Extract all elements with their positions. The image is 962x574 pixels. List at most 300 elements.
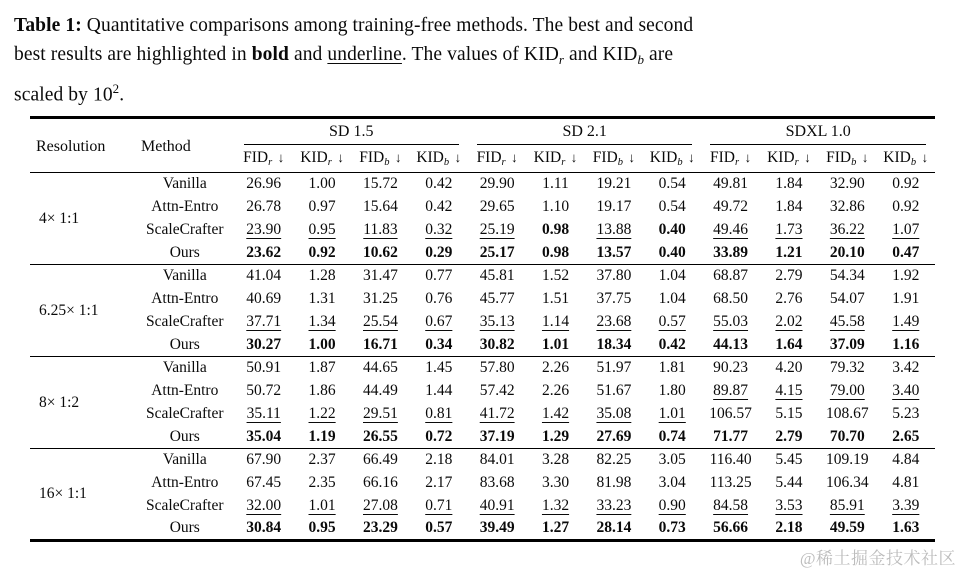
value-cell: 79.00 xyxy=(829,382,865,399)
value-cell: 2.76 xyxy=(775,290,803,307)
value-cell: 5.45 xyxy=(775,451,803,469)
group-header-label: SD 2.1 xyxy=(477,123,692,145)
metric-label xyxy=(416,149,462,169)
value-cell: 57.80 xyxy=(479,359,515,377)
value-cell: 0.72 xyxy=(425,427,453,445)
value-cell: 0.29 xyxy=(425,243,453,261)
header-row-groups xyxy=(30,118,935,146)
value-cell: 13.57 xyxy=(596,243,632,261)
metric-header xyxy=(760,146,818,173)
metric-subscript: b xyxy=(443,157,450,169)
value-cell: 3.42 xyxy=(892,359,920,377)
value-cell: 0.42 xyxy=(425,198,453,215)
value-cell: 1.01 xyxy=(658,405,686,422)
value-cell: 2.35 xyxy=(308,474,336,491)
table-header xyxy=(30,118,935,173)
metric-label xyxy=(359,149,402,169)
value-cell: 1.00 xyxy=(308,175,336,193)
value-cell: 0.92 xyxy=(892,175,920,193)
method-cell: ScaleCrafter xyxy=(146,221,224,238)
value-cell: 3.39 xyxy=(892,497,920,514)
down-arrow-icon: ↓ xyxy=(800,150,811,166)
metric-subscript: b xyxy=(677,157,683,169)
value-cell: 37.80 xyxy=(596,267,632,285)
value-cell: 1.73 xyxy=(775,221,803,238)
value-cell: 0.42 xyxy=(658,335,686,353)
value-cell: 41.72 xyxy=(479,405,515,422)
value-cell: 45.58 xyxy=(829,313,865,330)
resolution-block-3 xyxy=(30,449,935,541)
value-cell: 4.84 xyxy=(892,451,920,469)
metric-label xyxy=(826,149,869,169)
value-cell: 0.77 xyxy=(425,267,453,285)
value-cell: 3.40 xyxy=(892,382,920,399)
value-cell: 0.73 xyxy=(658,519,686,537)
value-cell: 0.67 xyxy=(425,313,453,330)
value-cell: 1.44 xyxy=(425,382,453,399)
value-cell: 44.13 xyxy=(713,335,749,353)
value-cell: 106.57 xyxy=(709,405,752,422)
caption-kid-sub-r: r xyxy=(558,52,565,67)
method-cell: Ours xyxy=(169,519,200,537)
metric-name: FID xyxy=(710,149,735,167)
value-cell: 113.25 xyxy=(709,474,752,491)
caption-superscript: 2 xyxy=(112,81,120,96)
metric-header xyxy=(410,146,468,173)
value-cell: 3.30 xyxy=(541,474,570,491)
value-cell: 0.92 xyxy=(308,243,336,261)
value-cell: 44.49 xyxy=(363,382,398,399)
down-arrow-icon: ↓ xyxy=(507,150,518,166)
value-cell: 29.51 xyxy=(363,405,398,422)
value-cell: 26.96 xyxy=(246,175,282,193)
value-cell: 1.34 xyxy=(308,313,336,330)
table-row xyxy=(30,380,935,403)
resolution-cell: 6.25× 1:1 xyxy=(39,301,99,319)
table-row xyxy=(30,426,935,449)
value-cell: 67.90 xyxy=(246,451,282,469)
down-arrow-icon: ↓ xyxy=(333,150,344,166)
value-cell: 26.78 xyxy=(246,198,282,215)
value-cell: 20.10 xyxy=(829,243,865,261)
metric-name: KID xyxy=(649,149,678,167)
value-cell: 45.77 xyxy=(479,290,515,307)
value-cell: 18.34 xyxy=(596,335,632,353)
value-cell: 0.32 xyxy=(425,221,453,238)
method-cell: Attn-Entro xyxy=(151,474,219,491)
resolution-block-1 xyxy=(30,265,935,357)
caption-text-3b: . xyxy=(119,84,125,106)
value-cell: 1.86 xyxy=(308,382,336,399)
value-cell: 1.27 xyxy=(541,519,570,537)
value-cell: 2.26 xyxy=(541,382,570,399)
value-cell: 89.87 xyxy=(713,382,749,399)
value-cell: 29.65 xyxy=(479,198,515,215)
value-cell: 32.00 xyxy=(246,497,282,514)
value-cell: 51.67 xyxy=(596,382,632,399)
value-cell: 108.67 xyxy=(826,405,869,422)
value-cell: 54.07 xyxy=(829,290,865,307)
value-cell: 25.54 xyxy=(363,313,398,330)
metric-subscript: r xyxy=(268,157,273,169)
value-cell: 1.01 xyxy=(541,335,570,353)
value-cell: 84.58 xyxy=(713,497,749,514)
value-cell: 106.34 xyxy=(826,474,869,491)
table-row xyxy=(30,265,935,288)
value-cell: 3.05 xyxy=(658,451,686,469)
metric-subscript: r xyxy=(501,157,506,169)
metric-label xyxy=(533,149,578,169)
value-cell: 66.49 xyxy=(363,451,398,469)
value-cell: 0.54 xyxy=(658,175,686,193)
value-cell: 0.42 xyxy=(425,175,453,193)
method-cell: Ours xyxy=(169,243,200,261)
value-cell: 0.81 xyxy=(425,405,453,422)
metric-header xyxy=(643,146,701,173)
value-cell: 66.16 xyxy=(363,474,398,491)
value-cell: 5.23 xyxy=(892,405,920,422)
value-cell: 0.90 xyxy=(658,497,686,514)
value-cell: 49.46 xyxy=(713,221,749,238)
value-cell: 23.62 xyxy=(246,243,282,261)
value-cell: 4.20 xyxy=(775,359,803,377)
value-cell: 54.34 xyxy=(829,267,865,285)
value-cell: 1.52 xyxy=(541,267,570,285)
value-cell: 57.42 xyxy=(479,382,515,399)
method-cell: Attn-Entro xyxy=(151,198,219,215)
method-cell: Attn-Entro xyxy=(151,382,219,399)
value-cell: 2.02 xyxy=(775,313,803,330)
value-cell: 31.25 xyxy=(363,290,398,307)
value-cell: 1.51 xyxy=(541,290,570,307)
method-cell: Vanilla xyxy=(162,451,207,469)
value-cell: 2.17 xyxy=(425,474,453,491)
metric-header xyxy=(818,146,876,173)
value-cell: 31.47 xyxy=(363,267,398,285)
caption-bold-word: bold xyxy=(251,44,289,65)
metric-name: KID xyxy=(300,149,328,167)
value-cell: 37.19 xyxy=(479,427,515,445)
value-cell: 35.11 xyxy=(246,405,281,422)
value-cell: 1.22 xyxy=(308,405,336,422)
value-cell: 44.65 xyxy=(363,359,398,377)
caption-text-2e: are xyxy=(644,44,674,65)
metric-subscript: r xyxy=(734,157,740,169)
value-cell: 23.29 xyxy=(363,519,398,537)
value-cell: 23.68 xyxy=(596,313,632,330)
value-cell: 68.87 xyxy=(713,267,749,285)
metric-name: FID xyxy=(359,149,385,167)
value-cell: 0.57 xyxy=(658,313,686,330)
metric-label xyxy=(649,149,695,169)
value-cell: 33.89 xyxy=(713,243,749,261)
metric-subscript: r xyxy=(561,157,566,169)
value-cell: 55.03 xyxy=(713,313,749,330)
metric-name: KID xyxy=(767,149,795,167)
value-cell: 1.00 xyxy=(308,335,336,353)
group-header-sd-1-5 xyxy=(235,118,468,146)
value-cell: 0.95 xyxy=(308,519,336,537)
value-cell: 0.40 xyxy=(658,243,686,261)
value-cell: 1.04 xyxy=(658,290,686,307)
value-cell: 0.74 xyxy=(658,427,686,445)
method-cell: Vanilla xyxy=(162,359,207,377)
value-cell: 2.79 xyxy=(775,427,803,445)
value-cell: 30.84 xyxy=(246,519,282,537)
value-cell: 1.80 xyxy=(658,382,686,399)
value-cell: 49.59 xyxy=(829,519,865,537)
value-cell: 68.50 xyxy=(713,290,749,307)
metric-header xyxy=(585,146,643,173)
value-cell: 50.91 xyxy=(246,359,282,377)
value-cell: 5.15 xyxy=(775,405,803,422)
metric-name: FID xyxy=(476,149,502,167)
down-arrow-icon: ↓ xyxy=(918,150,929,166)
value-cell: 15.72 xyxy=(363,175,398,193)
method-cell: Attn-Entro xyxy=(151,290,219,307)
table-caption xyxy=(14,11,954,110)
caption-underline-word: underline xyxy=(327,44,402,65)
value-cell: 0.95 xyxy=(308,221,336,238)
value-cell: 3.53 xyxy=(775,497,803,514)
value-cell: 0.71 xyxy=(425,497,453,514)
value-cell: 116.40 xyxy=(709,451,752,469)
value-cell: 0.57 xyxy=(425,519,453,537)
down-arrow-icon: ↓ xyxy=(741,150,752,166)
caption-text-2b: and xyxy=(288,44,328,65)
metric-label xyxy=(300,149,344,169)
metric-name: KID xyxy=(883,149,911,167)
value-cell: 49.72 xyxy=(713,198,749,215)
caption-line-2 xyxy=(14,40,954,74)
table-row xyxy=(30,403,935,426)
value-cell: 2.37 xyxy=(308,451,336,469)
value-cell: 85.91 xyxy=(829,497,865,514)
metric-header xyxy=(701,146,759,173)
value-cell: 41.04 xyxy=(246,267,282,285)
column-header-resolution: Resolution xyxy=(30,118,135,173)
value-cell: 27.08 xyxy=(363,497,398,514)
value-cell: 0.34 xyxy=(425,335,453,353)
value-cell: 49.81 xyxy=(713,175,749,193)
metric-subscript: b xyxy=(851,157,857,169)
value-cell: 19.21 xyxy=(596,175,632,193)
table-row xyxy=(30,472,935,495)
resolution-cell: 4× 1:1 xyxy=(39,209,80,227)
metric-name: KID xyxy=(416,149,444,167)
table-row xyxy=(30,196,935,219)
metric-header xyxy=(235,146,293,173)
resolution-block-0 xyxy=(30,173,935,265)
value-cell: 30.82 xyxy=(479,335,515,353)
value-cell: 1.10 xyxy=(541,198,570,215)
method-cell: ScaleCrafter xyxy=(146,497,224,514)
value-cell: 37.09 xyxy=(829,335,865,353)
table-row xyxy=(30,288,935,311)
results-table-container xyxy=(30,116,935,542)
table-row xyxy=(30,334,935,357)
method-cell: ScaleCrafter xyxy=(146,313,224,330)
value-cell: 37.75 xyxy=(596,290,632,307)
value-cell: 0.54 xyxy=(658,198,686,215)
value-cell: 1.45 xyxy=(425,359,453,377)
value-cell: 0.92 xyxy=(892,198,920,215)
value-cell: 56.66 xyxy=(713,519,749,537)
metric-label xyxy=(592,149,636,169)
value-cell: 2.79 xyxy=(775,267,803,285)
value-cell: 1.14 xyxy=(541,313,570,330)
value-cell: 1.11 xyxy=(542,175,569,193)
value-cell: 81.98 xyxy=(596,474,632,491)
metric-header xyxy=(877,146,936,173)
value-cell: 19.17 xyxy=(596,198,632,215)
value-cell: 51.97 xyxy=(596,359,632,377)
value-cell: 2.65 xyxy=(892,427,920,445)
caption-line-1 xyxy=(14,11,954,40)
value-cell: 1.01 xyxy=(308,497,336,514)
metric-name: KID xyxy=(533,149,562,167)
group-header-label: SD 1.5 xyxy=(244,123,459,145)
value-cell: 30.27 xyxy=(246,335,282,353)
resolution-cell: 8× 1:2 xyxy=(39,393,80,411)
value-cell: 1.92 xyxy=(892,267,920,285)
table-row xyxy=(30,173,935,196)
table-row xyxy=(30,219,935,242)
table-row xyxy=(30,242,935,265)
value-cell: 83.68 xyxy=(479,474,515,491)
resolution-cell: 16× 1:1 xyxy=(39,485,87,502)
value-cell: 35.04 xyxy=(246,427,282,445)
value-cell: 4.15 xyxy=(775,382,803,399)
value-cell: 1.29 xyxy=(541,427,570,445)
value-cell: 50.72 xyxy=(246,382,282,399)
value-cell: 1.42 xyxy=(541,405,570,422)
group-header-sd-2-1 xyxy=(468,118,701,146)
metric-label xyxy=(767,149,811,169)
value-cell: 71.77 xyxy=(713,427,749,445)
table-row xyxy=(30,449,935,472)
method-cell: ScaleCrafter xyxy=(146,405,224,422)
value-cell: 1.63 xyxy=(892,519,920,537)
value-cell: 1.84 xyxy=(775,198,803,215)
caption-text-1: Quantitative comparisons among training-free methods. The best and second xyxy=(81,15,694,36)
value-cell: 45.81 xyxy=(479,267,515,285)
value-cell: 39.49 xyxy=(479,519,515,537)
metric-header xyxy=(468,146,526,173)
caption-line-3 xyxy=(14,74,954,110)
caption-kid-sub-b: b xyxy=(637,52,645,67)
value-cell: 15.64 xyxy=(363,198,398,215)
value-cell: 10.62 xyxy=(363,243,398,261)
value-cell: 13.88 xyxy=(596,221,632,238)
table-row xyxy=(30,311,935,334)
resolution-block-2 xyxy=(30,357,935,449)
value-cell: 26.55 xyxy=(363,427,398,445)
caption-text-2a: best results are highlighted in xyxy=(14,44,252,65)
metric-label xyxy=(476,149,518,169)
watermark: @稀土掘金技术社区 xyxy=(799,549,956,568)
value-cell: 109.19 xyxy=(826,451,869,469)
metric-label xyxy=(710,149,752,169)
value-cell: 1.87 xyxy=(308,359,336,377)
value-cell: 32.90 xyxy=(829,175,865,193)
value-cell: 1.31 xyxy=(308,290,336,307)
down-arrow-icon: ↓ xyxy=(391,150,402,166)
value-cell: 1.49 xyxy=(892,313,920,330)
method-cell: Ours xyxy=(169,427,200,445)
value-cell: 1.04 xyxy=(658,267,686,285)
value-cell: 1.28 xyxy=(308,267,336,285)
value-cell: 29.90 xyxy=(479,175,515,193)
method-cell: Vanilla xyxy=(162,175,207,193)
down-arrow-icon: ↓ xyxy=(567,150,578,166)
method-cell: Vanilla xyxy=(162,267,207,285)
down-arrow-icon: ↓ xyxy=(624,150,636,166)
table-row xyxy=(30,518,935,541)
caption-text-2d: and KID xyxy=(564,44,638,65)
metric-name: FID xyxy=(592,149,618,167)
metric-label xyxy=(243,149,285,169)
value-cell: 1.84 xyxy=(775,175,803,193)
down-arrow-icon: ↓ xyxy=(451,150,462,166)
value-cell: 1.81 xyxy=(658,359,686,377)
value-cell: 27.69 xyxy=(596,427,632,445)
value-cell: 79.32 xyxy=(829,359,865,377)
value-cell: 40.69 xyxy=(246,290,282,307)
value-cell: 11.83 xyxy=(363,221,398,238)
results-table xyxy=(30,116,935,542)
metric-label xyxy=(883,149,929,169)
table-row xyxy=(30,495,935,518)
value-cell: 1.19 xyxy=(308,427,336,445)
metric-subscript: b xyxy=(384,157,390,169)
value-cell: 67.45 xyxy=(246,474,282,491)
metric-header xyxy=(526,146,584,173)
value-cell: 4.81 xyxy=(892,474,920,491)
value-cell: 90.23 xyxy=(713,359,749,377)
value-cell: 0.47 xyxy=(892,243,920,261)
value-cell: 82.25 xyxy=(596,451,632,469)
value-cell: 1.32 xyxy=(541,497,570,514)
value-cell: 3.04 xyxy=(658,474,686,491)
value-cell: 35.08 xyxy=(596,405,632,422)
value-cell: 0.98 xyxy=(541,221,570,238)
metric-header xyxy=(351,146,409,173)
value-cell: 2.26 xyxy=(541,359,570,377)
value-cell: 0.76 xyxy=(425,290,453,307)
value-cell: 70.70 xyxy=(829,427,865,445)
method-cell: Ours xyxy=(169,335,200,353)
value-cell: 0.40 xyxy=(658,221,686,238)
metric-name: FID xyxy=(243,149,269,167)
value-cell: 5.44 xyxy=(775,474,803,491)
column-header-method: Method xyxy=(135,118,235,173)
value-cell: 1.07 xyxy=(892,221,920,238)
value-cell: 16.71 xyxy=(363,335,398,353)
metric-header xyxy=(293,146,351,173)
metric-subscript: b xyxy=(617,157,623,169)
caption-label: Table 1: xyxy=(14,15,82,36)
value-cell: 40.91 xyxy=(479,497,515,514)
value-cell: 0.97 xyxy=(308,198,336,215)
value-cell: 25.17 xyxy=(479,243,515,261)
group-header-sdxl-1-0 xyxy=(701,118,935,146)
table-row xyxy=(30,357,935,380)
down-arrow-icon: ↓ xyxy=(274,150,285,166)
value-cell: 2.18 xyxy=(425,451,453,469)
value-cell: 0.98 xyxy=(541,243,570,261)
value-cell: 3.28 xyxy=(541,451,570,469)
